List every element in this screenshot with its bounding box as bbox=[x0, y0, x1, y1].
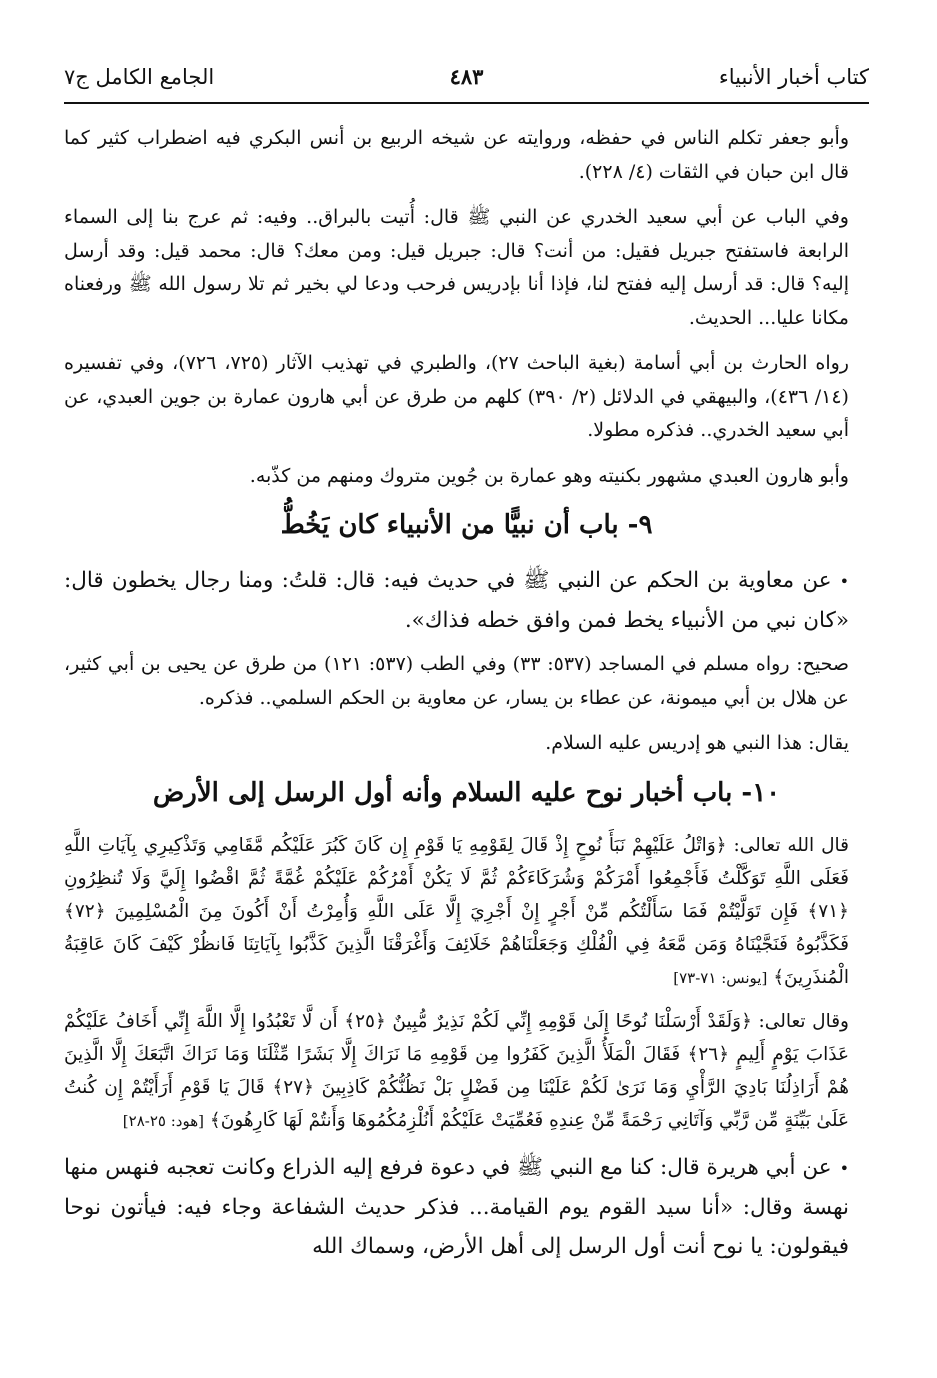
verse-reference: [يونس: ٧١-٧٣] bbox=[673, 968, 768, 987]
bullet-icon: • bbox=[839, 572, 849, 591]
quran-intro: قال الله تعالى: bbox=[733, 834, 849, 856]
volume-title: الجامع الكامل ج٧ bbox=[64, 65, 215, 89]
hadith-text: عن أبي هريرة قال: كنا مع النبي ﷺ في دعوة فرفع إليه الذراع وكانت تعجبه فنهس منها نهسة وقال: «أنا سيد القوم يوم القيامة... فذكر حديث الشفاعة وجاء فيه: فيأتون نوحا فيقولون: يا نوح أنت أول الرسل إلى أهل الأرض، وسماك الله bbox=[64, 1154, 849, 1259]
page-header bbox=[64, 62, 869, 102]
paragraph: وأبو هارون العبدي مشهور بكنيته وهو عمارة بن جُوين متروك ومنهم من كذّبه. bbox=[249, 464, 849, 487]
quran-paragraph bbox=[64, 829, 869, 995]
verse-reference: [هود: ٢٥-٢٨] bbox=[122, 1111, 204, 1130]
hadith-paragraph bbox=[64, 561, 869, 640]
header-rule bbox=[64, 102, 869, 104]
page-body bbox=[64, 122, 869, 1274]
book-title: كتاب أخبار الأنبياء bbox=[718, 65, 869, 89]
paragraph: يقال: هذا النبي هو إدريس عليه السلام. bbox=[545, 732, 849, 754]
paragraph: صحيح: رواه مسلم في المساجد (٥٣٧: ٣٣) وفي الطب (٥٣٧: ١٢١) من طرق عن يحيى بن أبي كثير، عن هلال بن أبي ميمونة، عن عطاء بن يسار، عن معاوية بن الحكم السلمي.. فذكره. bbox=[64, 653, 849, 709]
paragraph: وأبو جعفر تكلم الناس في حفظه، وروايته عن شيخه الربيع بن أنس البكري فيه اضطراب كثير كما قال ابن حبان في الثقات (٤/ ٢٢٨). bbox=[64, 127, 849, 183]
chapter-heading: ٩- باب أن نبيًّا من الأنبياء كان يَخُطُّ bbox=[280, 510, 653, 540]
quran-verse: ﴿وَلَقَدْ أَرْسَلْنَا نُوحًا إِلَىٰ قَوْمِهِ إِنِّي لَكُمْ نَذِيرٌ مُّبِينٌ ﴿٢٥﴾ أَن لَّا تَعْبُدُوا إِلَّا اللَّهَ إِنِّي أَخَافُ عَلَيْكُمْ عَذَابَ يَوْمٍ أَلِيمٍ ﴿٢٦﴾ فَقَالَ الْمَلَأُ الَّذِينَ كَفَرُوا مِن قَوْمِهِ مَا نَرَاكَ إِلَّا بَشَرًا مِّثْلَنَا وَمَا نَرَاكَ اتَّبَعَكَ إِلَّا الَّذِينَ هُمْ أَرَاذِلُنَا بَادِيَ الرَّأْيِ وَمَا نَرَىٰ لَكُمْ عَلَيْنَا مِن فَضْلٍ بَلْ نَظُنُّكُمْ كَاذِبِينَ ﴿٢٧﴾ قَالَ يَا قَوْمِ أَرَأَيْتُمْ إِن كُنتُ عَلَىٰ بَيِّنَةٍ مِّن رَّبِّي وَآتَانِي رَحْمَةً مِّنْ عِندِهِ فَعُمِّيَتْ عَلَيْكُمْ أَنُلْزِمُكُمُوهَا وَأَنتُمْ لَهَا كَارِهُونَ﴾ bbox=[64, 1010, 849, 1131]
paragraph: رواه الحارث بن أبي أسامة (بغية الباحث ٢٧)، والطبري في تهذيب الآثار (٧٢٥، ٧٢٦)، وفي تفسيره (١٤/ ٤٣٦)، والبيهقي في الدلائل (٢/ ٣٩٠) كلهم من طرق عن أبي هارون عمارة بن جوين العبدي، عن أبي سعيد الخدري.. فذكره مطولا. bbox=[64, 352, 849, 441]
page-number: ٤٨٣ bbox=[449, 64, 484, 89]
paragraph: وفي الباب عن أبي سعيد الخدري عن النبي ﷺ قال: أُتيت بالبراق.. وفيه: ثم عرج بنا إلى السماء الرابعة فاستفتح جبريل فقيل: من أنت؟ قال: جبريل قيل: ومن معك؟ قال: محمد قيل: وقد أرسل إليه؟ قال: قد أرسل إليه ففتح لنا، فإذا أنا بإدريس فرحب ودعا لي بخير ثم تلا رسول الله ﷺ ورفعناه مكانا عليا... الحديث. bbox=[64, 206, 849, 329]
hadith-paragraph bbox=[64, 1148, 869, 1266]
chapter-heading: ١٠- باب أخبار نوح عليه السلام وأنه أول الرسل إلى الأرض bbox=[152, 777, 781, 808]
quran-intro: وقال تعالى: bbox=[758, 1010, 849, 1032]
bullet-icon: • bbox=[839, 1158, 849, 1178]
quran-paragraph bbox=[64, 1005, 869, 1138]
quran-verse: ﴿وَاتْلُ عَلَيْهِمْ نَبَأَ نُوحٍ إِذْ قَالَ لِقَوْمِهِ يَا قَوْمِ إِن كَانَ كَبُرَ عَلَيْكُم مَّقَامِي وَتَذْكِيرِي بِآيَاتِ اللَّهِ فَعَلَى اللَّهِ تَوَكَّلْتُ فَأَجْمِعُوا أَمْرَكُمْ وَشُرَكَاءَكُمْ ثُمَّ لَا يَكُنْ أَمْرُكُمْ عَلَيْكُمْ غُمَّةً ثُمَّ اقْضُوا إِلَيَّ وَلَا تُنظِرُونِ ﴿٧١﴾ فَإِن تَوَلَّيْتُمْ فَمَا سَأَلْتُكُم مِّنْ أَجْرٍ إِنْ أَجْرِيَ إِلَّا عَلَى اللَّهِ وَأُمِرْتُ أَنْ أَكُونَ مِنَ الْمُسْلِمِينَ ﴿٧٢﴾ فَكَذَّبُوهُ فَنَجَّيْنَاهُ وَمَن مَّعَهُ فِي الْفُلْكِ وَجَعَلْنَاهُمْ خَلَائِفَ وَأَغْرَقْنَا الَّذِينَ كَذَّبُوا بِآيَاتِنَا فَانظُرْ كَيْفَ كَانَ عَاقِبَةُ الْمُنذَرِينَ﴾ bbox=[64, 834, 849, 988]
hadith-text: عن معاوية بن الحكم عن النبي ﷺ في حديث فيه: قال: قلتُ: ومنا رجال يخطون قال: «كان نبي من الأنبياء يخط فمن وافق خطه فذاك». bbox=[64, 568, 849, 633]
